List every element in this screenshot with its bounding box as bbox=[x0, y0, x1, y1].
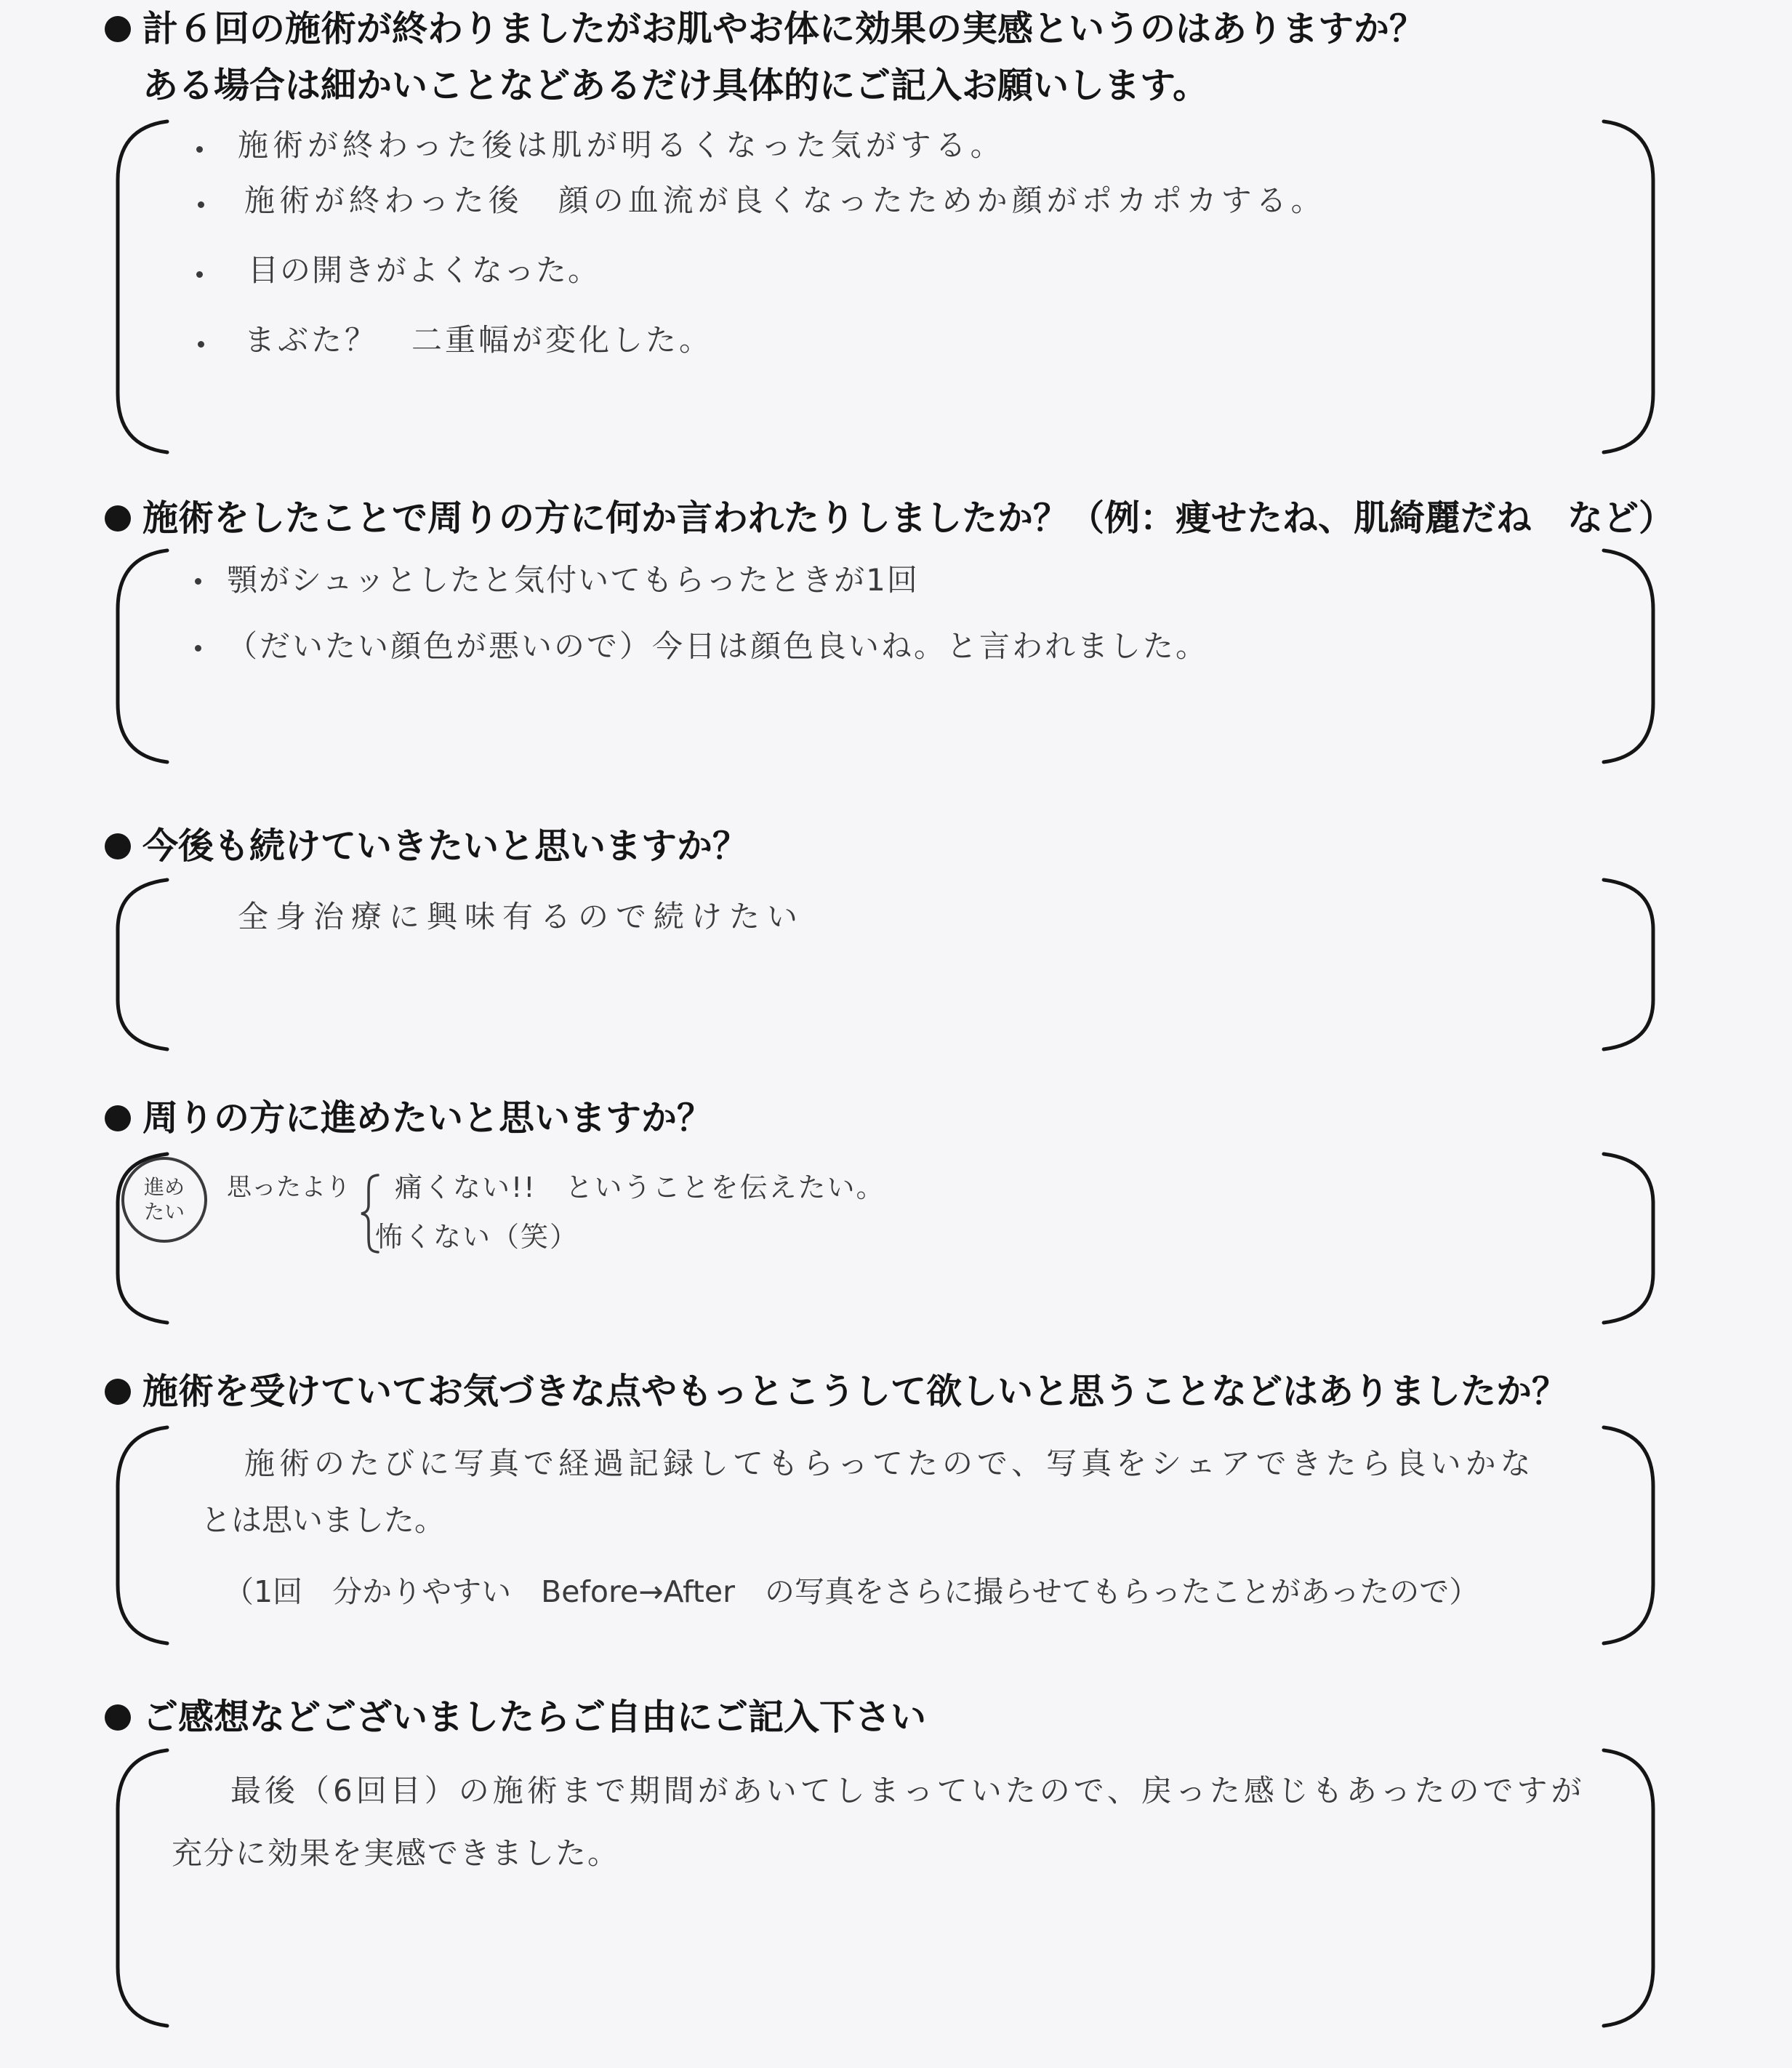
bullet-icon bbox=[105, 505, 131, 532]
answer-line: まぶた？ 二重幅が変化した。 bbox=[244, 322, 713, 358]
answer-box-2 bbox=[115, 548, 1656, 765]
answer-line: 痛くない!! ということを伝えたい。 bbox=[395, 1171, 885, 1203]
answer-line: 思ったより bbox=[227, 1173, 350, 1202]
answer-line: 怖くない（笑） bbox=[375, 1221, 579, 1253]
answer-bullet-icon bbox=[195, 645, 201, 652]
bullet-icon bbox=[105, 833, 131, 859]
bullet-icon bbox=[105, 1379, 131, 1405]
answer-line: 充分に効果を実感できました。 bbox=[172, 1835, 620, 1871]
circled-note-line-1: 進め bbox=[143, 1175, 185, 1199]
left-bracket bbox=[118, 1427, 167, 1643]
answer-box-3 bbox=[115, 877, 1656, 1052]
circled-note-line-2: たい bbox=[143, 1200, 185, 1224]
question-6-title bbox=[105, 1699, 926, 1736]
question-2-text: 施術をしたことで周りの方に何か言われたりしましたか？（例：痩せたね、肌綺麗だね など） bbox=[142, 498, 1675, 538]
question-5-text: 施術を受けていてお気づきな点やもっとこうして欲しいと思うことなどはありましたか？ bbox=[142, 1371, 1568, 1411]
answer-line: 最後（6回目）の施術まで期間があいてしまっていたので、戻った感じもあったのですが bbox=[230, 1773, 1586, 1808]
right-bracket bbox=[1604, 1154, 1653, 1323]
answer-box-4 bbox=[115, 1151, 1656, 1326]
question-1-text-line-2: ある場合は細かいことなどあるだけ具体的にご記入お願いします。 bbox=[142, 65, 1209, 105]
answer-line: 施術が終わった後 顔の血流が良くなったためか顔がポカポカする。 bbox=[244, 183, 1326, 218]
circled-note bbox=[121, 1157, 207, 1243]
question-5-title bbox=[105, 1371, 1568, 1411]
question-3-title bbox=[105, 828, 748, 865]
right-bracket bbox=[1604, 880, 1653, 1049]
right-bracket bbox=[1604, 1427, 1653, 1643]
answer-line: 目の開きがよくなった。 bbox=[248, 252, 600, 288]
answer-line: 顎がシュッとしたと気付いてもらったときが1回 bbox=[227, 562, 919, 598]
left-bracket bbox=[118, 1750, 167, 2026]
answer-box-5 bbox=[115, 1424, 1656, 1646]
answer-bullet-icon bbox=[195, 578, 201, 585]
question-4-title bbox=[105, 1100, 712, 1137]
answer-line: 施術のたびに写真で経過記録してもらってたので、写真をシェアできたら良いかな bbox=[244, 1446, 1535, 1481]
answer-line: とは思いました。 bbox=[201, 1502, 446, 1538]
answer-line: 施術が終わった後は肌が明るくなった気がする。 bbox=[238, 127, 1005, 163]
left-bracket bbox=[118, 880, 167, 1049]
bullet-icon bbox=[105, 1105, 131, 1131]
right-bracket bbox=[1604, 121, 1653, 452]
left-bracket bbox=[118, 550, 167, 762]
left-bracket bbox=[118, 121, 167, 452]
question-4-text: 周りの方に進めたいと思いますか？ bbox=[142, 1098, 713, 1138]
answer-bullet-icon bbox=[198, 201, 204, 208]
answer-line: （だいたい顔色が悪いので）今日は顔色良いね。と言われました。 bbox=[227, 628, 1209, 664]
answer-line: 全身治療に興味有るので続けたい bbox=[238, 899, 805, 934]
answer-bullet-icon bbox=[196, 146, 203, 153]
right-bracket bbox=[1604, 550, 1653, 762]
answer-box-1 bbox=[115, 119, 1656, 455]
answer-line: （1回 分かりやすい Before→After の写真をさらに撮らせてもらったことがあったので） bbox=[224, 1574, 1479, 1609]
bullet-icon bbox=[105, 16, 131, 42]
right-bracket bbox=[1604, 1750, 1653, 2026]
question-1-text-line-1: 計６回の施術が終わりましたがお肌やお体に効果の実感というのはありますか？ bbox=[142, 9, 1426, 49]
question-1-title bbox=[105, 11, 1425, 47]
question-2-title bbox=[105, 500, 1674, 537]
answer-box-6 bbox=[115, 1747, 1656, 2029]
question-3-text: 今後も続けていきたいと思いますか？ bbox=[142, 826, 749, 866]
answer-bullet-icon bbox=[198, 341, 204, 348]
question-6-text: ご感想などございましたらご自由にご記入下さい bbox=[142, 1697, 927, 1737]
answer-bullet-icon bbox=[196, 271, 203, 278]
bullet-icon bbox=[105, 1704, 131, 1731]
